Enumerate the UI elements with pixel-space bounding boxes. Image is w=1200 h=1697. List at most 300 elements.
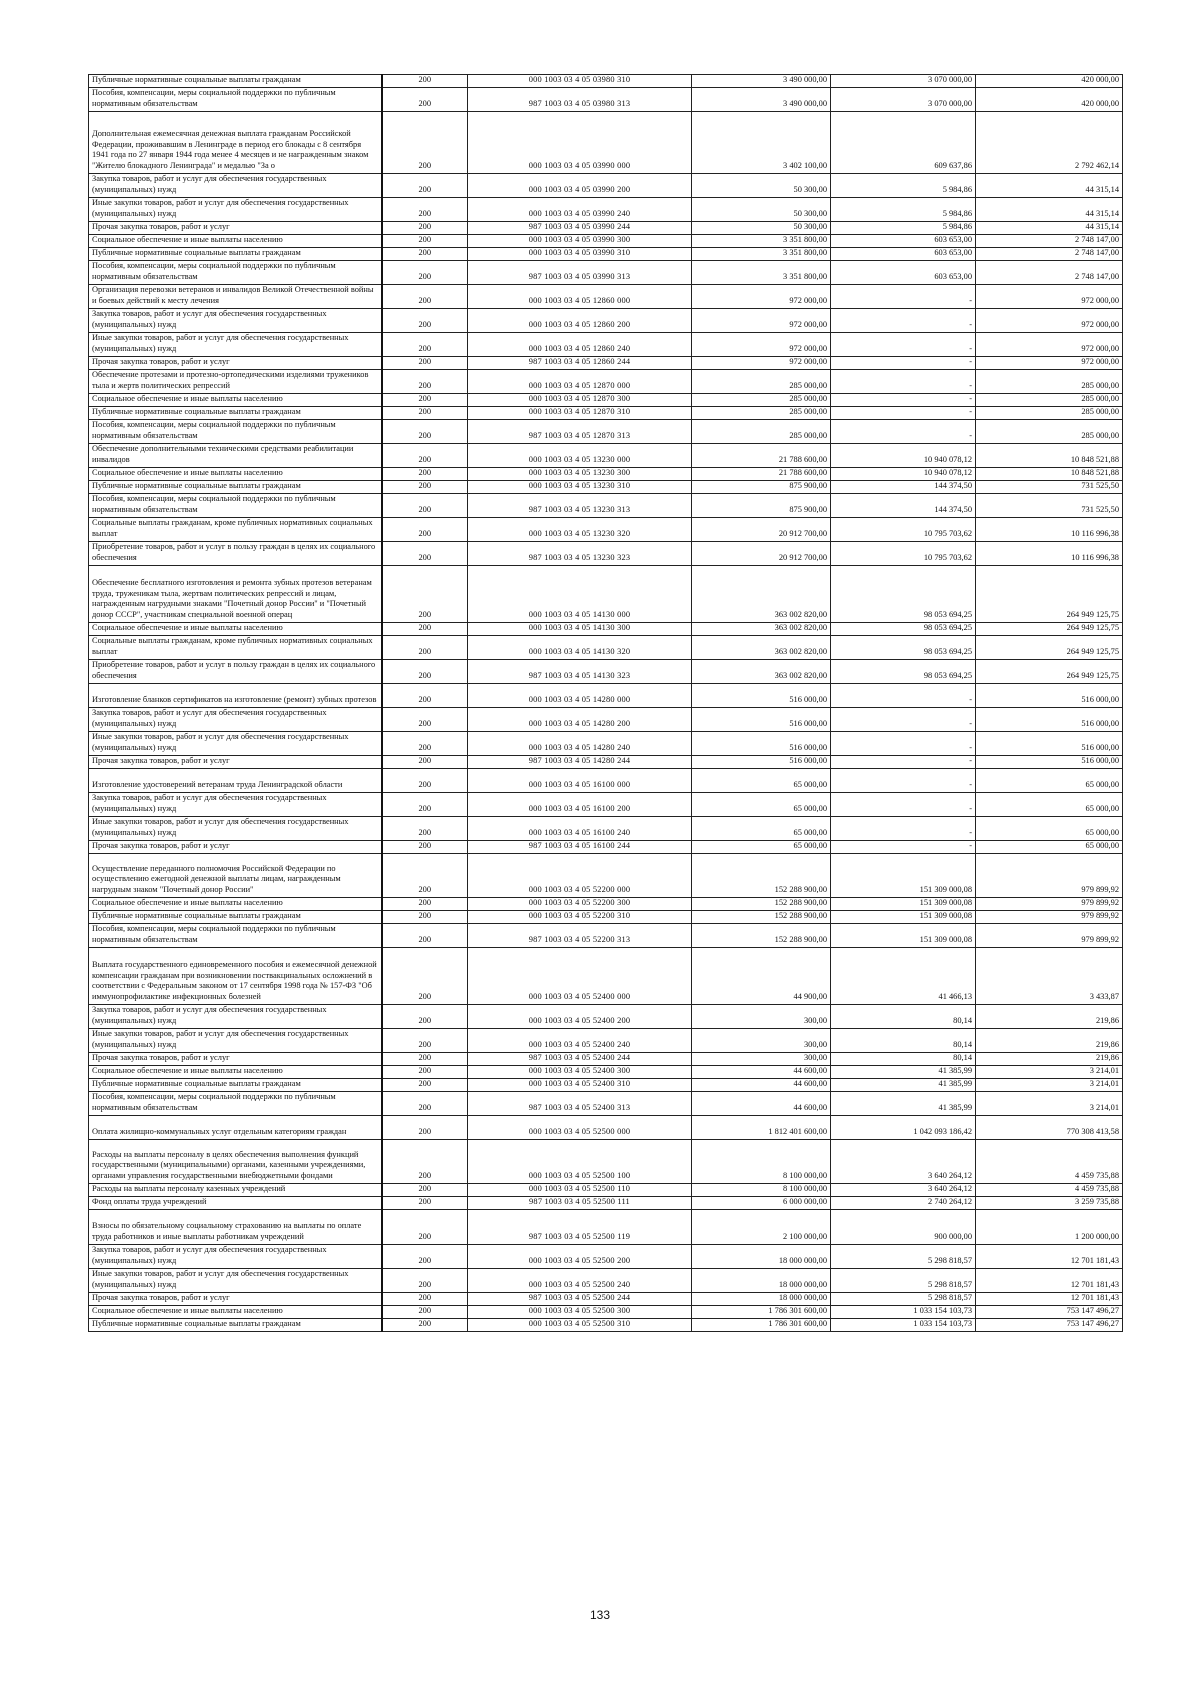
row-exec: 98 053 694,25 <box>831 659 976 683</box>
row-code: 200 <box>382 111 468 173</box>
row-plan: 44 600,00 <box>692 1065 831 1078</box>
row-name: Социальное обеспечение и иные выплаты населению <box>89 234 382 247</box>
row-exec: 603 653,00 <box>831 247 976 260</box>
row-exec: 5 298 818,57 <box>831 1292 976 1305</box>
row-name: Приобретение товаров, работ и услуг в пользу граждан в целях их социального обеспечения <box>89 541 382 565</box>
row-code: 200 <box>382 247 468 260</box>
row-rest: 979 899,92 <box>976 910 1123 923</box>
row-code: 200 <box>382 755 468 768</box>
row-exec: - <box>831 356 976 369</box>
row-name: Социальные выплаты гражданам, кроме публичных нормативных социальных выплат <box>89 517 382 541</box>
table-row <box>89 197 1123 221</box>
table-row <box>89 1268 1123 1292</box>
row-kbk: 987 1003 03 4 05 03990 244 <box>468 221 692 234</box>
row-code: 200 <box>382 1183 468 1196</box>
row-plan: 18 000 000,00 <box>692 1244 831 1268</box>
row-name: Социальное обеспечение и иные выплаты населению <box>89 897 382 910</box>
row-rest: 285 000,00 <box>976 369 1123 393</box>
row-rest: 65 000,00 <box>976 768 1123 792</box>
row-plan: 363 002 820,00 <box>692 622 831 635</box>
row-plan: 21 788 600,00 <box>692 443 831 467</box>
row-plan: 44 600,00 <box>692 1091 831 1115</box>
row-rest: 2 792 462,14 <box>976 111 1123 173</box>
row-plan: 3 351 800,00 <box>692 234 831 247</box>
row-code: 200 <box>382 406 468 419</box>
row-exec: 10 940 078,12 <box>831 443 976 467</box>
row-rest: 12 701 181,43 <box>976 1268 1123 1292</box>
row-rest: 65 000,00 <box>976 792 1123 816</box>
table-row <box>89 332 1123 356</box>
table-row <box>89 635 1123 659</box>
row-code: 200 <box>382 87 468 111</box>
row-kbk: 000 1003 03 4 05 52500 110 <box>468 1183 692 1196</box>
row-code: 200 <box>382 768 468 792</box>
table-row <box>89 234 1123 247</box>
row-name: Закупка товаров, работ и услуг для обеспечения государственных (муниципальных) нужд <box>89 792 382 816</box>
row-code: 200 <box>382 659 468 683</box>
row-name: Социальное обеспечение и иные выплаты населению <box>89 467 382 480</box>
row-plan: 972 000,00 <box>692 284 831 308</box>
row-plan: 3 351 800,00 <box>692 260 831 284</box>
row-kbk: 000 1003 03 4 05 03990 000 <box>468 111 692 173</box>
row-name: Прочая закупка товаров, работ и услуг <box>89 755 382 768</box>
row-code: 200 <box>382 897 468 910</box>
row-plan: 3 402 100,00 <box>692 111 831 173</box>
table-row <box>89 1183 1123 1196</box>
row-name: Иные закупки товаров, работ и услуг для обеспечения государственных (муниципальных) нужд <box>89 731 382 755</box>
row-plan: 18 000 000,00 <box>692 1292 831 1305</box>
row-kbk: 000 1003 03 4 05 14280 240 <box>468 731 692 755</box>
row-exec: - <box>831 731 976 755</box>
row-exec: 41 385,99 <box>831 1078 976 1091</box>
row-kbk: 000 1003 03 4 05 12870 310 <box>468 406 692 419</box>
row-kbk: 000 1003 03 4 05 52500 100 <box>468 1139 692 1183</box>
row-code: 200 <box>382 1115 468 1139</box>
row-kbk: 000 1003 03 4 05 13230 300 <box>468 467 692 480</box>
row-plan: 152 288 900,00 <box>692 910 831 923</box>
row-plan: 300,00 <box>692 1004 831 1028</box>
row-name: Пособия, компенсации, меры социальной поддержки по публичным нормативным обязательствам <box>89 1091 382 1115</box>
row-exec: 98 053 694,25 <box>831 622 976 635</box>
row-rest: 753 147 496,27 <box>976 1318 1123 1331</box>
row-kbk: 987 1003 03 4 05 12870 313 <box>468 419 692 443</box>
row-exec: - <box>831 683 976 707</box>
row-rest: 10 116 996,38 <box>976 517 1123 541</box>
row-kbk: 000 1003 03 4 05 52500 310 <box>468 1318 692 1331</box>
row-plan: 44 900,00 <box>692 947 831 1004</box>
row-code: 200 <box>382 369 468 393</box>
row-code: 200 <box>382 731 468 755</box>
row-rest: 731 525,50 <box>976 493 1123 517</box>
row-code: 200 <box>382 480 468 493</box>
row-code: 200 <box>382 840 468 853</box>
row-plan: 44 600,00 <box>692 1078 831 1091</box>
row-name: Обеспечение дополнительными техническими средствами реабилитации инвалидов <box>89 443 382 467</box>
row-kbk: 000 1003 03 4 05 03990 240 <box>468 197 692 221</box>
table-row <box>89 480 1123 493</box>
row-plan: 1 786 301 600,00 <box>692 1318 831 1331</box>
row-kbk: 987 1003 03 4 05 12860 244 <box>468 356 692 369</box>
row-name: Закупка товаров, работ и услуг для обеспечения государственных (муниципальных) нужд <box>89 1244 382 1268</box>
row-name: Осуществление переданного полномочия Российской Федерации по осуществлению ежегодной денежной выплаты лицам, награжденным нагрудным знаком "Почетный донор России" <box>89 853 382 897</box>
row-code: 200 <box>382 1244 468 1268</box>
table-row <box>89 1004 1123 1028</box>
row-exec: 151 309 000,08 <box>831 910 976 923</box>
row-name: Закупка товаров, работ и услуг для обеспечения государственных (муниципальных) нужд <box>89 1004 382 1028</box>
row-plan: 363 002 820,00 <box>692 659 831 683</box>
row-kbk: 000 1003 03 4 05 52500 240 <box>468 1268 692 1292</box>
row-kbk: 000 1003 03 4 05 52200 300 <box>468 897 692 910</box>
row-name: Публичные нормативные социальные выплаты гражданам <box>89 1318 382 1331</box>
row-name: Закупка товаров, работ и услуг для обеспечения государственных (муниципальных) нужд <box>89 308 382 332</box>
row-kbk: 000 1003 03 4 05 13230 310 <box>468 480 692 493</box>
row-kbk: 000 1003 03 4 05 03990 300 <box>468 234 692 247</box>
row-name: Социальное обеспечение и иные выплаты населению <box>89 393 382 406</box>
row-code: 200 <box>382 197 468 221</box>
table-row <box>89 1065 1123 1078</box>
row-name: Публичные нормативные социальные выплаты гражданам <box>89 910 382 923</box>
row-kbk: 987 1003 03 4 05 52400 313 <box>468 1091 692 1115</box>
row-exec: 10 795 703,62 <box>831 517 976 541</box>
row-plan: 65 000,00 <box>692 792 831 816</box>
row-rest: 1 200 000,00 <box>976 1209 1123 1244</box>
row-code: 200 <box>382 947 468 1004</box>
row-code: 200 <box>382 1004 468 1028</box>
row-exec: 1 033 154 103,73 <box>831 1318 976 1331</box>
table-row <box>89 1078 1123 1091</box>
table-row <box>89 419 1123 443</box>
row-plan: 20 912 700,00 <box>692 517 831 541</box>
row-rest: 65 000,00 <box>976 816 1123 840</box>
row-kbk: 000 1003 03 4 05 12860 200 <box>468 308 692 332</box>
row-kbk: 000 1003 03 4 05 13230 000 <box>468 443 692 467</box>
table-row <box>89 517 1123 541</box>
row-name: Иные закупки товаров, работ и услуг для обеспечения государственных (муниципальных) нужд <box>89 1268 382 1292</box>
row-plan: 21 788 600,00 <box>692 467 831 480</box>
row-name: Прочая закупка товаров, работ и услуг <box>89 840 382 853</box>
row-code: 200 <box>382 221 468 234</box>
row-plan: 285 000,00 <box>692 419 831 443</box>
row-kbk: 987 1003 03 4 05 13230 313 <box>468 493 692 517</box>
table-row <box>89 1209 1123 1244</box>
row-exec: - <box>831 393 976 406</box>
row-code: 200 <box>382 816 468 840</box>
row-plan: 285 000,00 <box>692 406 831 419</box>
table-row <box>89 467 1123 480</box>
row-rest: 12 701 181,43 <box>976 1244 1123 1268</box>
row-exec: 900 000,00 <box>831 1209 976 1244</box>
row-exec: 5 984,86 <box>831 173 976 197</box>
table-row <box>89 768 1123 792</box>
row-code: 200 <box>382 234 468 247</box>
row-code: 200 <box>382 260 468 284</box>
row-plan: 875 900,00 <box>692 480 831 493</box>
row-exec: 603 653,00 <box>831 234 976 247</box>
table-row <box>89 1052 1123 1065</box>
row-rest: 285 000,00 <box>976 419 1123 443</box>
row-rest: 3 259 735,88 <box>976 1196 1123 1209</box>
row-exec: 3 070 000,00 <box>831 87 976 111</box>
row-name: Социальное обеспечение и иные выплаты населению <box>89 1065 382 1078</box>
row-code: 200 <box>382 565 468 622</box>
row-name: Прочая закупка товаров, работ и услуг <box>89 221 382 234</box>
row-kbk: 000 1003 03 4 05 12870 000 <box>468 369 692 393</box>
row-code: 200 <box>382 393 468 406</box>
table-row <box>89 1091 1123 1115</box>
table-row <box>89 947 1123 1004</box>
row-plan: 65 000,00 <box>692 816 831 840</box>
table-row <box>89 1318 1123 1331</box>
row-kbk: 987 1003 03 4 05 52500 119 <box>468 1209 692 1244</box>
row-rest: 264 949 125,75 <box>976 565 1123 622</box>
row-plan: 300,00 <box>692 1028 831 1052</box>
row-code: 200 <box>382 683 468 707</box>
row-rest: 972 000,00 <box>976 308 1123 332</box>
row-plan: 972 000,00 <box>692 308 831 332</box>
row-rest: 65 000,00 <box>976 840 1123 853</box>
row-code: 200 <box>382 1091 468 1115</box>
table-row <box>89 173 1123 197</box>
table-row <box>89 1305 1123 1318</box>
table-row <box>89 247 1123 260</box>
row-kbk: 000 1003 03 4 05 16100 240 <box>468 816 692 840</box>
row-exec: 5 984,86 <box>831 197 976 221</box>
row-code: 200 <box>382 1065 468 1078</box>
row-exec: 151 309 000,08 <box>831 853 976 897</box>
row-code: 200 <box>382 332 468 356</box>
row-code: 200 <box>382 419 468 443</box>
row-kbk: 000 1003 03 4 05 12860 000 <box>468 284 692 308</box>
row-name: Обеспечение бесплатного изготовления и ремонта зубных протезов ветеранам труда, труженикам тыла, жертвам политических репрессий и лицам, награжденным нагрудными знаками "Почетный донор России" и "Почетный донор СССР", участникам специальной военной операц <box>89 565 382 622</box>
row-rest: 4 459 735,88 <box>976 1183 1123 1196</box>
row-rest: 264 949 125,75 <box>976 622 1123 635</box>
row-kbk: 000 1003 03 4 05 52200 000 <box>468 853 692 897</box>
row-rest: 979 899,92 <box>976 897 1123 910</box>
row-code: 200 <box>382 1196 468 1209</box>
table-row <box>89 260 1123 284</box>
table-row <box>89 87 1123 111</box>
row-kbk: 000 1003 03 4 05 14280 200 <box>468 707 692 731</box>
row-rest: 516 000,00 <box>976 683 1123 707</box>
row-plan: 1 812 401 600,00 <box>692 1115 831 1139</box>
row-exec: 3 070 000,00 <box>831 75 976 88</box>
row-exec: - <box>831 369 976 393</box>
table-row <box>89 111 1123 173</box>
row-code: 200 <box>382 541 468 565</box>
row-name: Прочая закупка товаров, работ и услуг <box>89 1052 382 1065</box>
table-row <box>89 493 1123 517</box>
row-name: Публичные нормативные социальные выплаты гражданам <box>89 75 382 88</box>
row-name: Иные закупки товаров, работ и услуг для обеспечения государственных (муниципальных) нужд <box>89 1028 382 1052</box>
row-exec: 5 298 818,57 <box>831 1268 976 1292</box>
table-row <box>89 369 1123 393</box>
table-row <box>89 816 1123 840</box>
row-rest: 3 214,01 <box>976 1091 1123 1115</box>
row-code: 200 <box>382 1292 468 1305</box>
row-exec: - <box>831 792 976 816</box>
row-code: 200 <box>382 923 468 947</box>
row-name: Публичные нормативные социальные выплаты гражданам <box>89 480 382 493</box>
row-exec: 151 309 000,08 <box>831 923 976 947</box>
table-row <box>89 659 1123 683</box>
row-kbk: 000 1003 03 4 05 14130 300 <box>468 622 692 635</box>
row-name: Иные закупки товаров, работ и услуг для обеспечения государственных (муниципальных) нужд <box>89 332 382 356</box>
row-name: Пособия, компенсации, меры социальной поддержки по публичным нормативным обязательствам <box>89 87 382 111</box>
row-name: Закупка товаров, работ и услуг для обеспечения государственных (муниципальных) нужд <box>89 707 382 731</box>
row-exec: 144 374,50 <box>831 493 976 517</box>
row-rest: 2 748 147,00 <box>976 234 1123 247</box>
row-kbk: 987 1003 03 4 05 52200 313 <box>468 923 692 947</box>
row-name: Изготовление бланков сертификатов на изготовление (ремонт) зубных протезов <box>89 683 382 707</box>
row-plan: 972 000,00 <box>692 356 831 369</box>
table-row <box>89 731 1123 755</box>
row-rest: 770 308 413,58 <box>976 1115 1123 1139</box>
row-code: 200 <box>382 635 468 659</box>
table-row <box>89 755 1123 768</box>
row-name: Пособия, компенсации, меры социальной поддержки по публичным нормативным обязательствам <box>89 923 382 947</box>
row-plan: 516 000,00 <box>692 707 831 731</box>
row-name: Пособия, компенсации, меры социальной поддержки по публичным нормативным обязательствам <box>89 260 382 284</box>
row-name: Дополнительная ежемесячная денежная выплата гражданам Российской Федерации, проживавшим в Ленинграде в период его блокады с 8 сентября 1941 года по 27 января 1944 года менее 4 месяцев и не награжденным знаком "Жителю блокадного Ленинграда" и медалью "За о <box>89 111 382 173</box>
row-plan: 6 000 000,00 <box>692 1196 831 1209</box>
row-plan: 152 288 900,00 <box>692 853 831 897</box>
row-kbk: 000 1003 03 4 05 14130 320 <box>468 635 692 659</box>
row-kbk: 000 1003 03 4 05 52400 300 <box>468 1065 692 1078</box>
row-code: 200 <box>382 467 468 480</box>
row-exec: 144 374,50 <box>831 480 976 493</box>
row-rest: 753 147 496,27 <box>976 1305 1123 1318</box>
row-rest: 4 459 735,88 <box>976 1139 1123 1183</box>
row-exec: 5 984,86 <box>831 221 976 234</box>
table-row <box>89 406 1123 419</box>
page-number: 133 <box>589 1608 611 1622</box>
row-exec: 41 385,99 <box>831 1065 976 1078</box>
row-kbk: 000 1003 03 4 05 14280 000 <box>468 683 692 707</box>
row-code: 200 <box>382 1052 468 1065</box>
row-plan: 516 000,00 <box>692 755 831 768</box>
table-row <box>89 284 1123 308</box>
row-exec: 3 640 264,12 <box>831 1183 976 1196</box>
row-kbk: 987 1003 03 4 05 13230 323 <box>468 541 692 565</box>
row-plan: 1 786 301 600,00 <box>692 1305 831 1318</box>
row-name: Закупка товаров, работ и услуг для обеспечения государственных (муниципальных) нужд <box>89 173 382 197</box>
table-row <box>89 221 1123 234</box>
row-name: Прочая закупка товаров, работ и услуг <box>89 356 382 369</box>
row-code: 200 <box>382 1078 468 1091</box>
row-exec: 41 385,99 <box>831 1091 976 1115</box>
table-row <box>89 1196 1123 1209</box>
table-row <box>89 1292 1123 1305</box>
row-code: 200 <box>382 1139 468 1183</box>
row-rest: 972 000,00 <box>976 284 1123 308</box>
row-rest: 516 000,00 <box>976 731 1123 755</box>
row-name: Социальное обеспечение и иные выплаты населению <box>89 1305 382 1318</box>
row-name: Пособия, компенсации, меры социальной поддержки по публичным нормативным обязательствам <box>89 493 382 517</box>
row-rest: 10 848 521,88 <box>976 443 1123 467</box>
row-kbk: 987 1003 03 4 05 03990 313 <box>468 260 692 284</box>
row-exec: - <box>831 840 976 853</box>
row-rest: 3 214,01 <box>976 1078 1123 1091</box>
row-exec: - <box>831 284 976 308</box>
table-row <box>89 792 1123 816</box>
table-row <box>89 541 1123 565</box>
row-exec: 1 042 093 186,42 <box>831 1115 976 1139</box>
table-row <box>89 75 1123 88</box>
row-name: Публичные нормативные социальные выплаты гражданам <box>89 247 382 260</box>
row-exec: 80,14 <box>831 1052 976 1065</box>
row-code: 200 <box>382 1318 468 1331</box>
row-kbk: 987 1003 03 4 05 03980 313 <box>468 87 692 111</box>
table-row <box>89 393 1123 406</box>
row-kbk: 987 1003 03 4 05 14280 244 <box>468 755 692 768</box>
row-rest: 44 315,14 <box>976 197 1123 221</box>
table-row <box>89 565 1123 622</box>
row-rest: 2 748 147,00 <box>976 260 1123 284</box>
row-name: Иные закупки товаров, работ и услуг для обеспечения государственных (муниципальных) нужд <box>89 197 382 221</box>
row-exec: - <box>831 816 976 840</box>
row-code: 200 <box>382 284 468 308</box>
row-code: 200 <box>382 1305 468 1318</box>
row-rest: 3 214,01 <box>976 1065 1123 1078</box>
row-kbk: 000 1003 03 4 05 12870 300 <box>468 393 692 406</box>
row-plan: 875 900,00 <box>692 493 831 517</box>
row-plan: 3 351 800,00 <box>692 247 831 260</box>
row-name: Фонд оплаты труда учреждений <box>89 1196 382 1209</box>
row-exec: - <box>831 406 976 419</box>
row-exec: - <box>831 768 976 792</box>
row-rest: 979 899,92 <box>976 923 1123 947</box>
row-rest: 516 000,00 <box>976 707 1123 731</box>
row-exec: 10 940 078,12 <box>831 467 976 480</box>
row-kbk: 000 1003 03 4 05 13230 320 <box>468 517 692 541</box>
row-code: 200 <box>382 356 468 369</box>
row-plan: 50 300,00 <box>692 197 831 221</box>
table-row <box>89 1244 1123 1268</box>
row-code: 200 <box>382 1028 468 1052</box>
row-kbk: 000 1003 03 4 05 03990 310 <box>468 247 692 260</box>
row-rest: 420 000,00 <box>976 75 1123 88</box>
row-plan: 285 000,00 <box>692 393 831 406</box>
row-plan: 3 490 000,00 <box>692 75 831 88</box>
row-plan: 65 000,00 <box>692 768 831 792</box>
row-plan: 152 288 900,00 <box>692 923 831 947</box>
row-kbk: 987 1003 03 4 05 52500 244 <box>468 1292 692 1305</box>
row-exec: 603 653,00 <box>831 260 976 284</box>
row-kbk: 987 1003 03 4 05 52500 111 <box>468 1196 692 1209</box>
row-rest: 10 116 996,38 <box>976 541 1123 565</box>
row-rest: 2 748 147,00 <box>976 247 1123 260</box>
row-kbk: 000 1003 03 4 05 03990 200 <box>468 173 692 197</box>
row-exec: 98 053 694,25 <box>831 635 976 659</box>
row-code: 200 <box>382 443 468 467</box>
row-kbk: 000 1003 03 4 05 16100 000 <box>468 768 692 792</box>
row-plan: 8 100 000,00 <box>692 1139 831 1183</box>
row-plan: 65 000,00 <box>692 840 831 853</box>
row-code: 200 <box>382 910 468 923</box>
row-rest: 972 000,00 <box>976 332 1123 356</box>
row-exec: 3 640 264,12 <box>831 1139 976 1183</box>
row-name: Расходы на выплаты персоналу в целях обеспечения выполнения функций государственными (муниципальными) органами, казенными учреждениями, органами управления государственными внебюджетными фондами <box>89 1139 382 1183</box>
row-plan: 2 100 000,00 <box>692 1209 831 1244</box>
row-plan: 50 300,00 <box>692 173 831 197</box>
row-code: 200 <box>382 1268 468 1292</box>
row-name: Прочая закупка товаров, работ и услуг <box>89 1292 382 1305</box>
row-plan: 972 000,00 <box>692 332 831 356</box>
table-row <box>89 622 1123 635</box>
row-kbk: 000 1003 03 4 05 16100 200 <box>468 792 692 816</box>
row-exec: - <box>831 707 976 731</box>
row-plan: 3 490 000,00 <box>692 87 831 111</box>
